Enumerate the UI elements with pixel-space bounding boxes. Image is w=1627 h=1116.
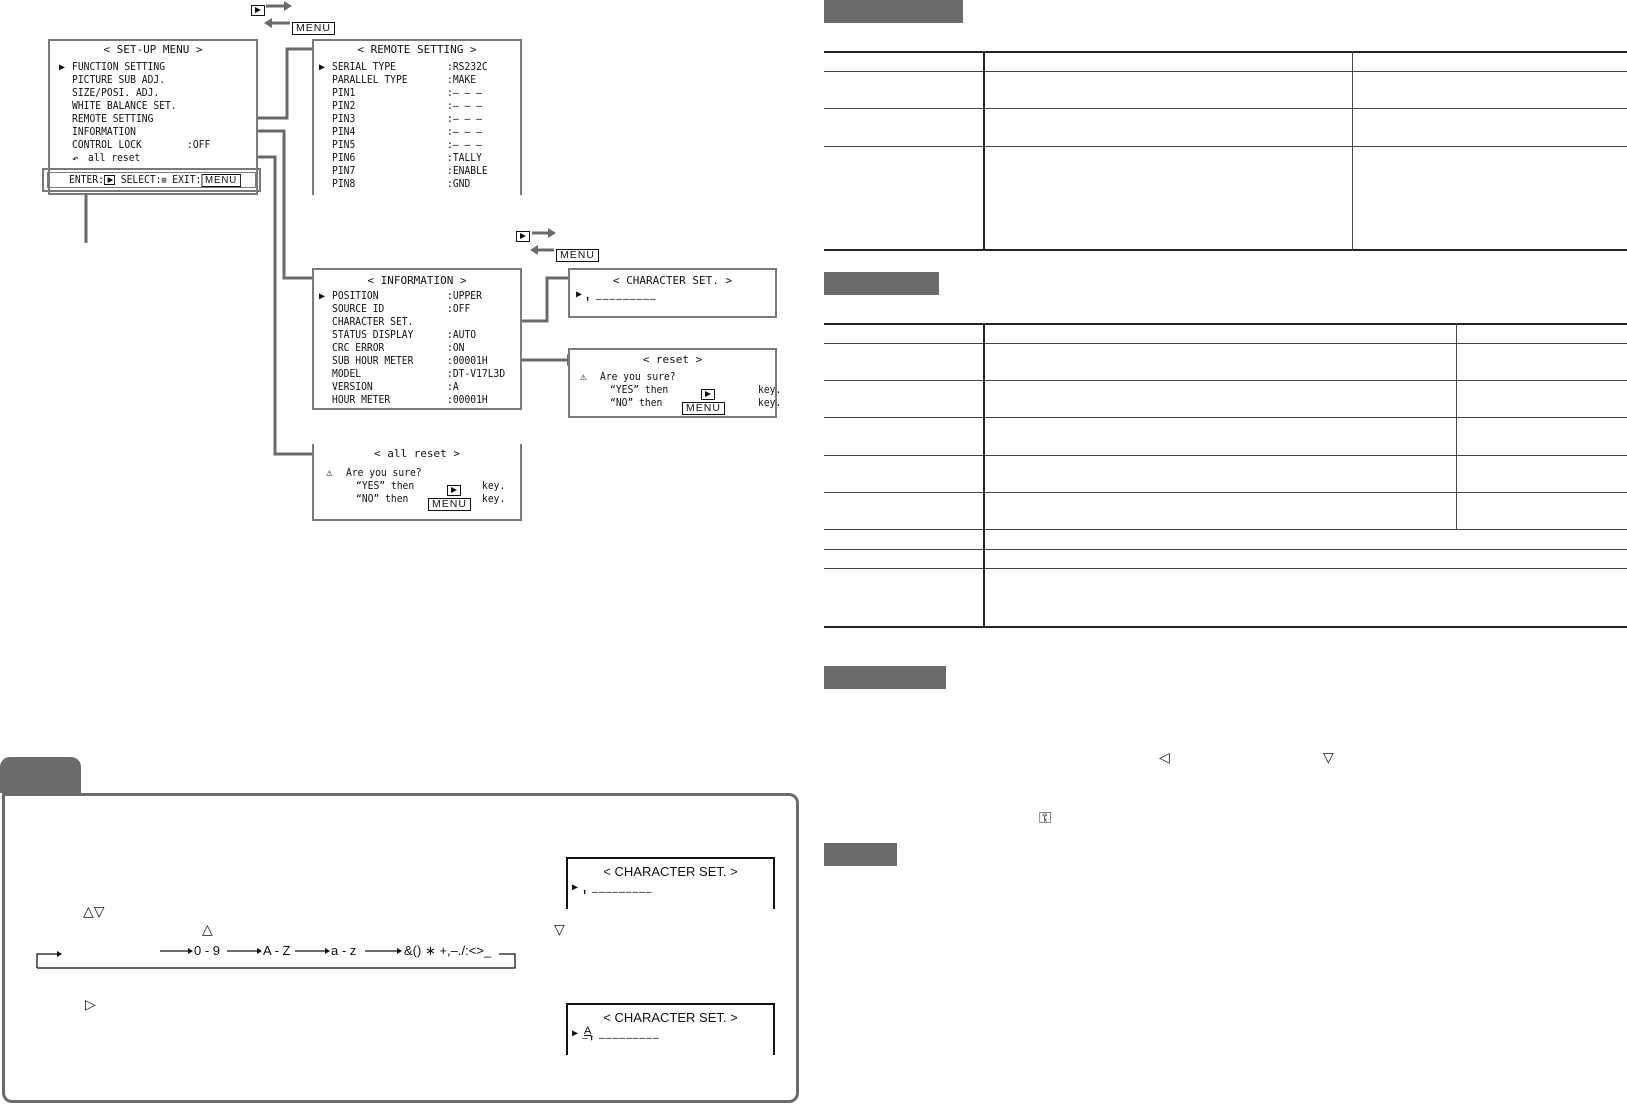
info-item-hour-meter-value: :00001H [447, 394, 488, 406]
character-set-preview-2: < CHARACTER SET. > ▶ A – ⬆ ––––––––– [566, 1003, 775, 1055]
enter-key-legend [251, 0, 265, 19]
menu-key: MENU [682, 396, 725, 415]
section-header-bar-1 [824, 0, 963, 23]
remote-item-pin2[interactable]: PIN2 [332, 100, 356, 112]
remote-item-pin7-value: :ENABLE [447, 165, 488, 177]
character-set-panel [568, 268, 777, 318]
info-item-version-value: :A [447, 381, 459, 393]
remote-item-pin1-value: :– – – [447, 87, 482, 99]
remote-item-pin8-value: :GND [447, 178, 471, 190]
remote-item-pin5[interactable]: PIN5 [332, 139, 356, 151]
character-set-preview-title: < CHARACTER SET. > [603, 864, 738, 879]
sequence-item-lowercase: a - z [331, 943, 357, 958]
remote-item-serial-type-value: :RS232C [447, 61, 488, 73]
info-item-character-set[interactable]: CHARACTER SET. [332, 316, 414, 328]
info-item-status-display[interactable]: STATUS DISPLAY [332, 329, 414, 341]
triangle-right-icon: ▷ [85, 997, 96, 1013]
reset-no-text: “NO” then [610, 397, 663, 409]
remote-item-pin4-value: :– – – [447, 126, 482, 138]
menu-key-legend-2 [556, 243, 599, 262]
triangle-up-icon: △ [202, 922, 213, 938]
character-set-preview-title: < CHARACTER SET. > [603, 1010, 738, 1025]
remote-setting-title: < REMOTE SETTING > [357, 43, 477, 56]
up-arrow-icon: ⬆ [582, 888, 588, 898]
reset-yes-text: “YES” then [610, 384, 669, 396]
reset-question: Are you sure? [600, 371, 676, 383]
warning-icon: ⚠ [326, 466, 333, 479]
menu-key: MENU [201, 174, 240, 187]
key-guide-bar [42, 168, 261, 192]
select-key-icon: ⊞ [161, 176, 167, 186]
info-item-status-display-value: :AUTO [447, 329, 477, 341]
character-set-title: < CHARACTER SET. > [612, 274, 733, 287]
remote-item-pin8[interactable]: PIN8 [332, 178, 356, 190]
info-item-crc-error[interactable]: CRC ERROR [332, 342, 385, 354]
up-down-icon: △▽ [83, 904, 105, 920]
cursor-icon: ▶ [59, 62, 66, 73]
cursor-icon: ▶ [319, 62, 326, 73]
all-reset-question: Are you sure? [346, 467, 422, 479]
play-key-icon [104, 175, 115, 185]
remote-item-pin3[interactable]: PIN3 [332, 113, 356, 125]
information-title: < INFORMATION > [367, 274, 467, 287]
remote-item-serial-type[interactable]: SERIAL TYPE [332, 61, 396, 73]
remote-item-pin1[interactable]: PIN1 [332, 87, 356, 99]
remote-item-pin3-value: :– – – [447, 113, 482, 125]
key-icon: ⚿ [1039, 808, 1052, 827]
info-item-position-value: :UPPER [447, 290, 482, 302]
note-box [2, 793, 799, 1103]
section-header-bar-3 [824, 666, 946, 689]
all-reset-dialog-title: < all reset > [373, 447, 461, 460]
information-panel [312, 268, 522, 410]
info-item-source-id[interactable]: SOURCE ID [332, 303, 385, 315]
character-slots: ––––––––– [592, 886, 653, 898]
up-arrow-icon: ⬆ [589, 1034, 595, 1044]
note-tab [0, 757, 81, 793]
cursor-icon: ▶ [572, 882, 579, 893]
all-reset-key-suffix: key. [482, 480, 506, 492]
info-item-crc-error-value: :ON [447, 342, 465, 354]
play-key-icon [516, 231, 530, 242]
up-arrow-icon: ⬆ [585, 295, 591, 305]
triangle-down-icon: ▽ [1323, 750, 1334, 766]
all-reset-dialog [312, 444, 522, 521]
menu-item-function-setting[interactable]: FUNCTION SETTING [72, 61, 166, 73]
info-item-source-id-value: :OFF [447, 303, 471, 315]
remote-item-parallel-type-value: :MAKE [447, 74, 477, 86]
enter-label: ENTER: [69, 174, 104, 186]
control-lock-value: :OFF [187, 139, 211, 151]
menu-item-all-reset[interactable]: all reset [88, 152, 141, 164]
setup-menu-title: < SET-UP MENU > [103, 43, 203, 56]
reset-key-suffix-2: key. [758, 397, 782, 409]
return-arrow-icon: ↶ [72, 152, 79, 165]
remote-item-pin6[interactable]: PIN6 [332, 152, 356, 164]
character-slots: ––––––––– [599, 1032, 660, 1044]
menu-item-information[interactable]: INFORMATION [72, 126, 136, 138]
menu-key: MENU [292, 22, 335, 35]
menu-item-control-lock[interactable]: CONTROL LOCK [72, 139, 142, 151]
info-item-sub-hour-meter[interactable]: SUB HOUR METER [332, 355, 414, 367]
triangle-down-icon: ▽ [554, 922, 565, 938]
sequence-item-symbols: &() ∗ +,–./:<>_ [404, 943, 492, 958]
cursor-icon: ▶ [572, 1028, 579, 1039]
menu-item-picture-sub-adj[interactable]: PICTURE SUB ADJ. [72, 74, 166, 86]
info-item-position[interactable]: POSITION [332, 290, 379, 302]
remote-item-pin5-value: :– – – [447, 139, 482, 151]
reset-dialog [568, 348, 782, 418]
info-item-model: MODEL [332, 368, 362, 380]
remote-item-pin7[interactable]: PIN7 [332, 165, 356, 177]
remote-item-pin6-value: :TALLY [447, 152, 482, 164]
section-header-bar-4 [824, 843, 897, 866]
menu-item-white-balance[interactable]: WHITE BALANCE SET. [72, 100, 177, 112]
all-reset-no-text: “NO” then [356, 493, 409, 505]
play-key-icon [251, 5, 265, 16]
cursor-icon: ▶ [319, 291, 326, 302]
remote-item-pin2-value: :– – – [447, 100, 482, 112]
all-reset-yes-text: “YES” then [356, 480, 415, 492]
select-label: SELECT: [120, 174, 162, 186]
remote-item-pin4[interactable]: PIN4 [332, 126, 356, 138]
menu-item-size-posi-adj[interactable]: SIZE/POSI. ADJ. [72, 87, 160, 99]
character-slots[interactable]: ––––––––– [596, 293, 657, 305]
info-item-model-value: :DT-V17L3D [447, 368, 506, 380]
enter-key-legend-2 [516, 226, 530, 245]
entered-character: A [584, 1025, 592, 1037]
all-reset-key-suffix-2: key. [482, 493, 506, 505]
remote-item-parallel-type[interactable]: PARALLEL TYPE [332, 74, 408, 86]
warning-icon: ⚠ [580, 370, 587, 383]
reset-dialog-title: < reset > [642, 353, 703, 366]
info-item-hour-meter: HOUR METER [332, 394, 391, 406]
section-header-bar-2 [824, 272, 939, 295]
sequence-item-uppercase: A - Z [263, 943, 291, 958]
reset-key-suffix: key. [758, 384, 782, 396]
triangle-left-icon: ◁ [1159, 750, 1170, 766]
info-item-version: VERSION [332, 381, 373, 393]
sequence-item-digits: 0 - 9 [194, 943, 221, 958]
exit-label: EXIT: [172, 174, 202, 186]
menu-key: MENU [556, 249, 599, 262]
info-item-sub-hour-meter-value: :00001H [447, 355, 488, 367]
menu-key: MENU [428, 492, 471, 511]
menu-item-remote-setting[interactable]: REMOTE SETTING [72, 113, 154, 125]
cursor-icon: ▶ [576, 289, 583, 300]
menu-key-legend [292, 16, 335, 35]
remote-setting-panel [312, 39, 522, 195]
